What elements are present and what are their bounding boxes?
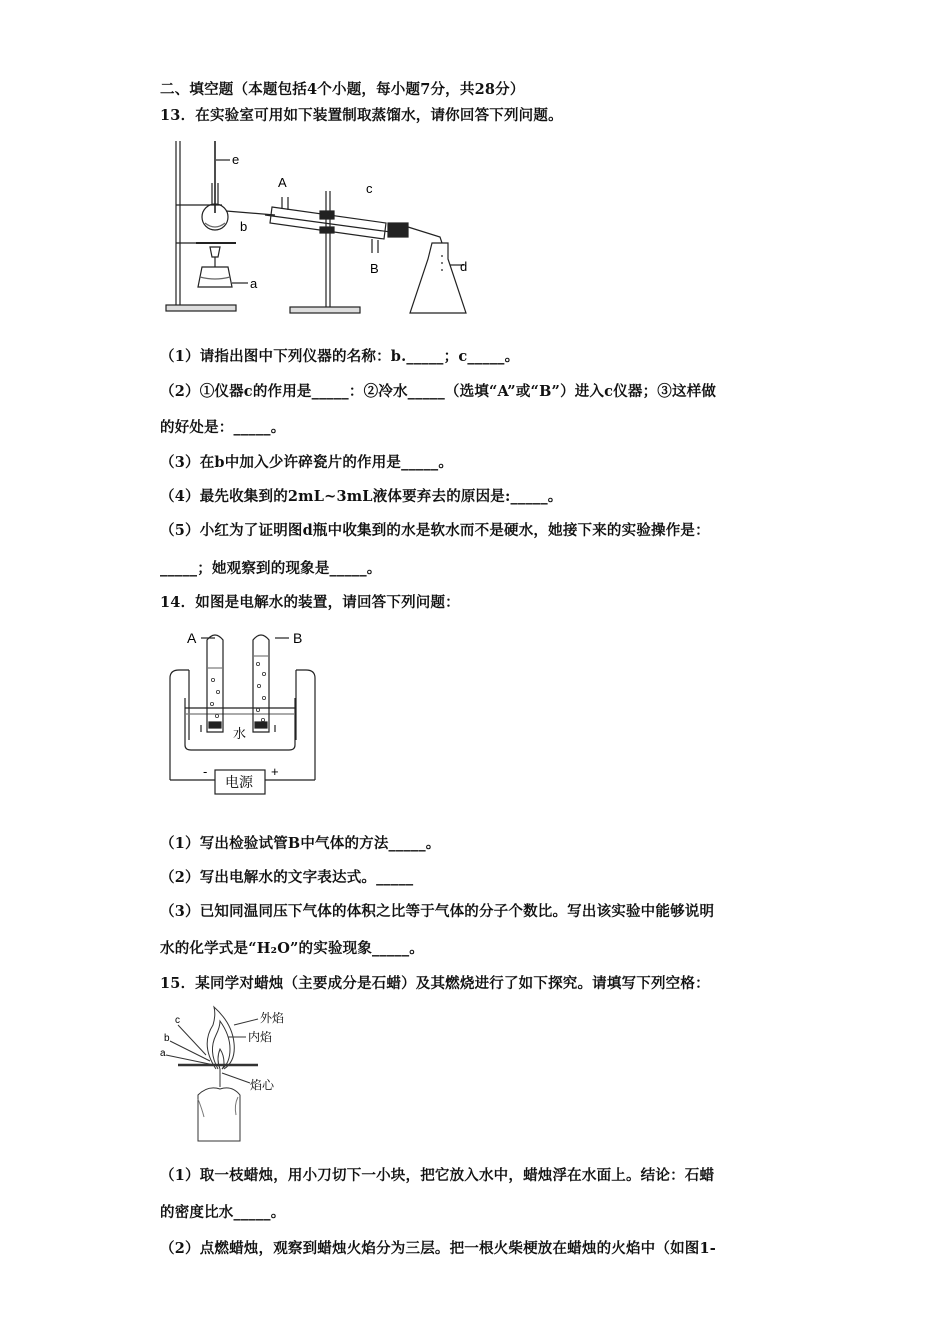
label-d: d (460, 259, 468, 274)
label-e: e (232, 152, 240, 167)
electrolysis-apparatus-figure (165, 620, 325, 800)
label-B: B (293, 630, 303, 646)
label-outer-flame: 外焰 (260, 1011, 285, 1025)
q14-part3-line1: （3）已知同温同压下气体的体积之比等于气体的分子个数比。写出该实验中能够说明 (160, 903, 715, 920)
q13-part4: （4）最先收集到的2mL~3mL液体要弃去的原因是:_____。 (160, 488, 563, 505)
q15-stem: 15．某同学对蜡烛（主要成分是石蜡）及其燃烧进行了如下探究。请填写下列空格： (160, 975, 710, 992)
label-A: A (278, 175, 287, 190)
q13-part1: （1）请指出图中下列仪器的名称：b._____；c_____。 (160, 348, 520, 365)
label-A: A (187, 630, 197, 646)
q14-part3-line2: 水的化学式是“H₂O”的实验现象_____。 (160, 940, 425, 957)
label-a: a (160, 1048, 166, 1059)
distillation-apparatus-figure (160, 135, 480, 325)
label-b: b (240, 219, 248, 234)
label-a: a (250, 276, 258, 291)
section-title: 二、填空题（本题包括4个小题，每小题7分，共28分） (160, 81, 525, 98)
q14-part1: （1）写出检验试管B中气体的方法_____。 (160, 835, 441, 852)
q13-stem: 13．在实验室可用如下装置制取蒸馏水，请你回答下列问题。 (160, 107, 563, 124)
label-c: c (175, 1015, 180, 1026)
q13-part2-line2: 的好处是：_____。 (160, 419, 286, 436)
q15-part1-line2: 的密度比水_____。 (160, 1204, 286, 1221)
label-water: 水 (233, 726, 247, 741)
q13-part5-line1: （5）小红为了证明图d瓶中收集到的水是软水而不是硬水，她接下来的实验操作是： (160, 522, 710, 539)
label-B: B (370, 261, 379, 276)
label-inner-flame: 内焰 (248, 1030, 273, 1044)
q13-part5-line2: _____；她观察到的现象是_____。 (160, 560, 382, 577)
q15-part1-line1: （1）取一枝蜡烛，用小刀切下一小块，把它放入水中，蜡烛浮在水面上。结论：石蜡 (160, 1167, 715, 1184)
label-power: 电源 (225, 774, 253, 790)
q13-part3: （3）在b中加入少许碎瓷片的作用是_____。 (160, 454, 454, 471)
label-minus: - (203, 764, 208, 779)
label-plus: + (271, 764, 279, 779)
q13-part2-line1: （2）①仪器c的作用是_____：②冷水_____（选填“A”或“B”）进入c仪器；③这样做 (160, 383, 717, 400)
q14-part2: （2）写出电解水的文字表达式。_____ (160, 869, 414, 886)
q15-part2: （2）点燃蜡烛，观察到蜡烛火焰分为三层。把一根火柴梗放在蜡烛的火焰中（如图1- (160, 1240, 716, 1257)
label-c: c (366, 181, 373, 196)
candle-flame-figure (158, 1005, 298, 1150)
label-flame-core: 焰心 (250, 1078, 275, 1092)
q14-stem: 14．如图是电解水的装置，请回答下列问题： (160, 594, 460, 611)
label-b: b (164, 1033, 170, 1044)
